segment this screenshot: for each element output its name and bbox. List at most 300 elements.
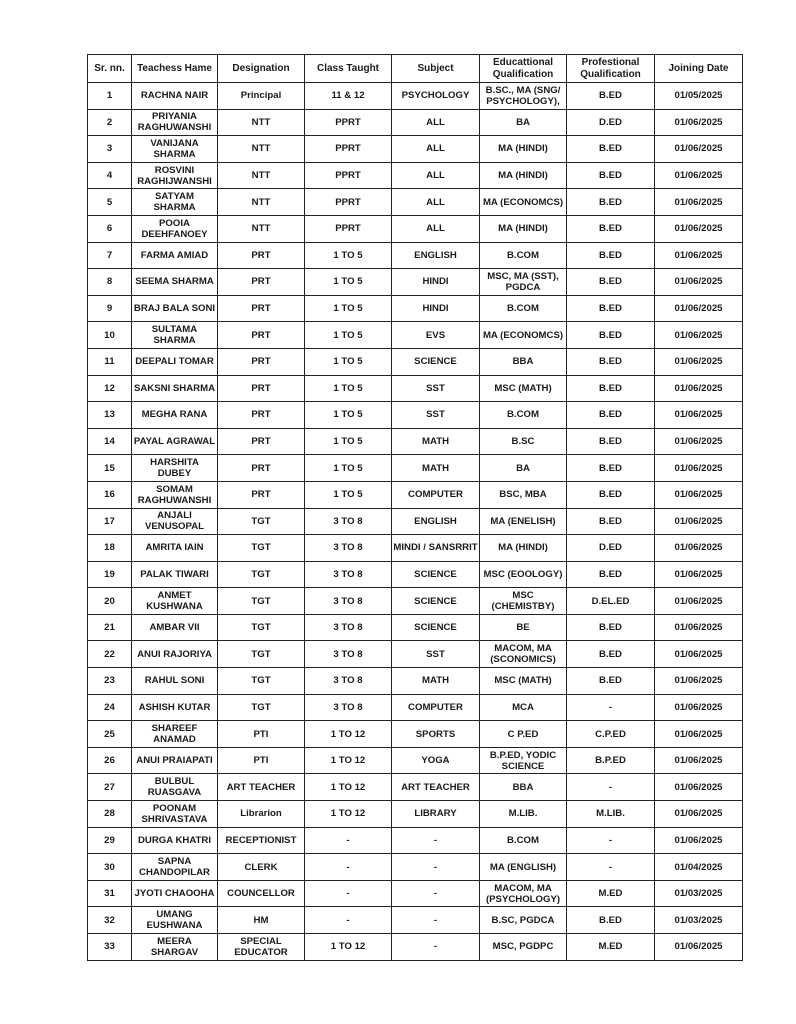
cell-joining-date: 01/06/2025: [655, 215, 743, 242]
cell-sr-no: 12: [88, 375, 132, 402]
cell-teacher-name: DEEPALI TOMAR: [132, 348, 218, 375]
cell-class-taught: 1 TO 5: [305, 375, 392, 402]
cell-educational-qualification: MA (HINDI): [480, 162, 567, 189]
cell-teacher-name: BRAJ BALA SONI: [132, 295, 218, 322]
cell-educational-qualification: B.P.ED, YODIC SCIENCE: [480, 747, 567, 774]
cell-professional-qualification: D.EL.ED: [567, 588, 655, 615]
cell-teacher-name: ASHISH KUTAR: [132, 694, 218, 721]
cell-sr-no: 14: [88, 428, 132, 455]
cell-class-taught: 1 TO 5: [305, 295, 392, 322]
cell-professional-qualification: B.ED: [567, 375, 655, 402]
cell-professional-qualification: B.ED: [567, 641, 655, 668]
cell-subject: SCIENCE: [392, 561, 480, 588]
cell-class-taught: 1 TO 5: [305, 455, 392, 482]
cell-educational-qualification: MSC (MATH): [480, 375, 567, 402]
cell-joining-date: 01/06/2025: [655, 694, 743, 721]
cell-teacher-name: SHAREEF ANAMAD: [132, 721, 218, 748]
cell-educational-qualification: BSC, MBA: [480, 481, 567, 508]
cell-class-taught: 11 & 12: [305, 83, 392, 110]
cell-class-taught: 3 TO 8: [305, 588, 392, 615]
table-row: [88, 269, 743, 296]
cell-subject: ENGLISH: [392, 242, 480, 269]
cell-subject: MATH: [392, 428, 480, 455]
cell-joining-date: 01/06/2025: [655, 322, 743, 349]
cell-professional-qualification: M.ED: [567, 880, 655, 907]
cell-subject: ALL: [392, 109, 480, 136]
table-row: [88, 721, 743, 748]
cell-educational-qualification: B.COM: [480, 295, 567, 322]
cell-teacher-name: SULTAMA SHARMA: [132, 322, 218, 349]
cell-teacher-name: AMBAR VII: [132, 614, 218, 641]
cell-subject: ALL: [392, 189, 480, 216]
cell-subject: LIBRARY: [392, 801, 480, 828]
cell-joining-date: 01/03/2025: [655, 907, 743, 934]
cell-educational-qualification: MCA: [480, 694, 567, 721]
cell-teacher-name: POONAM SHRIVASTAVA: [132, 801, 218, 828]
cell-subject: ENGLISH: [392, 508, 480, 535]
table-row: [88, 242, 743, 269]
cell-professional-qualification: B.ED: [567, 455, 655, 482]
cell-teacher-name: BULBUL RUASGAVA: [132, 774, 218, 801]
cell-sr-no: 11: [88, 348, 132, 375]
cell-joining-date: 01/06/2025: [655, 721, 743, 748]
cell-designation: HM: [218, 907, 305, 934]
cell-subject: HINDI: [392, 295, 480, 322]
cell-joining-date: 01/06/2025: [655, 242, 743, 269]
cell-joining-date: 01/06/2025: [655, 189, 743, 216]
cell-designation: Principal: [218, 83, 305, 110]
cell-professional-qualification: B.ED: [567, 162, 655, 189]
table-row: [88, 880, 743, 907]
cell-joining-date: 01/06/2025: [655, 428, 743, 455]
cell-sr-no: 25: [88, 721, 132, 748]
column-header-professional-qualification: Profestional Qualification: [567, 55, 655, 83]
cell-class-taught: 1 TO 5: [305, 402, 392, 429]
table-row: [88, 455, 743, 482]
cell-teacher-name: UMANG EUSHWANA: [132, 907, 218, 934]
cell-sr-no: 18: [88, 535, 132, 562]
cell-class-taught: PPRT: [305, 136, 392, 163]
column-header-educational-qualification: Educattional Qualification: [480, 55, 567, 83]
cell-subject: -: [392, 934, 480, 961]
cell-professional-qualification: -: [567, 827, 655, 854]
cell-designation: PRT: [218, 402, 305, 429]
cell-joining-date: 01/06/2025: [655, 269, 743, 296]
cell-teacher-name: DURGA KHATRI: [132, 827, 218, 854]
cell-professional-qualification: B.ED: [567, 668, 655, 695]
column-header-class-taught: Class Taught: [305, 55, 392, 83]
cell-joining-date: 01/06/2025: [655, 614, 743, 641]
cell-subject: SCIENCE: [392, 614, 480, 641]
cell-educational-qualification: MA (HINDI): [480, 215, 567, 242]
cell-professional-qualification: B.ED: [567, 322, 655, 349]
cell-class-taught: -: [305, 827, 392, 854]
cell-teacher-name: ANUI RAJORIYA: [132, 641, 218, 668]
cell-professional-qualification: B.ED: [567, 428, 655, 455]
cell-subject: -: [392, 880, 480, 907]
cell-subject: ALL: [392, 136, 480, 163]
cell-teacher-name: RAHUL SONI: [132, 668, 218, 695]
cell-professional-qualification: M.ED: [567, 934, 655, 961]
cell-teacher-name: SATYAM SHARMA: [132, 189, 218, 216]
cell-educational-qualification: MACOM, MA (PSYCHOLOGY): [480, 880, 567, 907]
cell-designation: NTT: [218, 162, 305, 189]
cell-designation: PRT: [218, 428, 305, 455]
table-row: [88, 375, 743, 402]
table-row: [88, 934, 743, 961]
table-row: [88, 854, 743, 881]
cell-educational-qualification: MA (HINDI): [480, 535, 567, 562]
cell-sr-no: 13: [88, 402, 132, 429]
cell-class-taught: 1 TO 12: [305, 747, 392, 774]
cell-educational-qualification: C P.ED: [480, 721, 567, 748]
column-header-teacher-name: Teachess Hame: [132, 55, 218, 83]
cell-educational-qualification: BBA: [480, 348, 567, 375]
cell-educational-qualification: B.COM: [480, 827, 567, 854]
cell-sr-no: 20: [88, 588, 132, 615]
cell-sr-no: 8: [88, 269, 132, 296]
cell-class-taught: 1 TO 12: [305, 934, 392, 961]
cell-subject: PSYCHOLOGY: [392, 83, 480, 110]
cell-sr-no: 9: [88, 295, 132, 322]
cell-designation: ART TEACHER: [218, 774, 305, 801]
cell-sr-no: 28: [88, 801, 132, 828]
cell-class-taught: 3 TO 8: [305, 668, 392, 695]
cell-joining-date: 01/06/2025: [655, 801, 743, 828]
cell-subject: ALL: [392, 215, 480, 242]
cell-sr-no: 10: [88, 322, 132, 349]
cell-teacher-name: PRIYANIA RAGHUWANSHI: [132, 109, 218, 136]
cell-teacher-name: SAPNA CHANDOPILAR: [132, 854, 218, 881]
cell-educational-qualification: MSC (MATH): [480, 668, 567, 695]
cell-professional-qualification: B.ED: [567, 242, 655, 269]
cell-educational-qualification: B.SC, PGDCA: [480, 907, 567, 934]
cell-teacher-name: MEGHA RANA: [132, 402, 218, 429]
cell-professional-qualification: B.ED: [567, 83, 655, 110]
cell-joining-date: 01/06/2025: [655, 375, 743, 402]
cell-class-taught: 1 TO 5: [305, 242, 392, 269]
cell-designation: COUNCELLOR: [218, 880, 305, 907]
cell-joining-date: 01/06/2025: [655, 136, 743, 163]
cell-joining-date: 01/06/2025: [655, 774, 743, 801]
cell-educational-qualification: MA (ENGLISH): [480, 854, 567, 881]
cell-sr-no: 21: [88, 614, 132, 641]
cell-subject: MINDI / SANSRRIT: [392, 535, 480, 562]
cell-joining-date: 01/04/2025: [655, 854, 743, 881]
cell-subject: -: [392, 907, 480, 934]
cell-joining-date: 01/06/2025: [655, 481, 743, 508]
cell-class-taught: 1 TO 5: [305, 481, 392, 508]
cell-designation: TGT: [218, 588, 305, 615]
cell-subject: YOGA: [392, 747, 480, 774]
cell-joining-date: 01/03/2025: [655, 880, 743, 907]
cell-designation: PRT: [218, 348, 305, 375]
cell-designation: NTT: [218, 215, 305, 242]
cell-designation: PRT: [218, 455, 305, 482]
cell-professional-qualification: B.ED: [567, 402, 655, 429]
table-row: [88, 83, 743, 110]
cell-joining-date: 01/06/2025: [655, 588, 743, 615]
table-row: [88, 295, 743, 322]
cell-class-taught: 3 TO 8: [305, 614, 392, 641]
table-row: [88, 402, 743, 429]
cell-designation: Librarion: [218, 801, 305, 828]
cell-class-taught: 1 TO 12: [305, 801, 392, 828]
cell-teacher-name: PALAK TIWARI: [132, 561, 218, 588]
cell-professional-qualification: D.ED: [567, 109, 655, 136]
table-row: [88, 348, 743, 375]
cell-professional-qualification: B.ED: [567, 189, 655, 216]
cell-subject: SPORTS: [392, 721, 480, 748]
cell-professional-qualification: B.ED: [567, 481, 655, 508]
table-row: [88, 801, 743, 828]
cell-class-taught: 1 TO 12: [305, 721, 392, 748]
cell-professional-qualification: B.P.ED: [567, 747, 655, 774]
cell-class-taught: 3 TO 8: [305, 561, 392, 588]
cell-designation: PRT: [218, 375, 305, 402]
cell-professional-qualification: B.ED: [567, 614, 655, 641]
cell-sr-no: 5: [88, 189, 132, 216]
cell-sr-no: 30: [88, 854, 132, 881]
table-row: [88, 136, 743, 163]
cell-teacher-name: JYOTI CHAOOHA: [132, 880, 218, 907]
cell-subject: SST: [392, 402, 480, 429]
cell-educational-qualification: MSC, MA (SST), PGDCA: [480, 269, 567, 296]
cell-professional-qualification: -: [567, 774, 655, 801]
cell-professional-qualification: M.LIB.: [567, 801, 655, 828]
cell-subject: ALL: [392, 162, 480, 189]
cell-subject: SCIENCE: [392, 588, 480, 615]
cell-class-taught: PPRT: [305, 189, 392, 216]
cell-sr-no: 33: [88, 934, 132, 961]
table-row: [88, 162, 743, 189]
cell-designation: NTT: [218, 109, 305, 136]
cell-teacher-name: HARSHITA DUBEY: [132, 455, 218, 482]
cell-designation: PRT: [218, 295, 305, 322]
cell-class-taught: 1 TO 5: [305, 348, 392, 375]
cell-professional-qualification: B.ED: [567, 215, 655, 242]
cell-educational-qualification: BE: [480, 614, 567, 641]
cell-class-taught: 1 TO 12: [305, 774, 392, 801]
cell-class-taught: 1 TO 5: [305, 322, 392, 349]
cell-subject: MATH: [392, 668, 480, 695]
cell-joining-date: 01/06/2025: [655, 535, 743, 562]
staff-table: [87, 54, 743, 961]
cell-teacher-name: ANUI PRAIAPATI: [132, 747, 218, 774]
cell-sr-no: 16: [88, 481, 132, 508]
table-row: [88, 109, 743, 136]
table-row: [88, 694, 743, 721]
cell-sr-no: 31: [88, 880, 132, 907]
cell-designation: PRT: [218, 481, 305, 508]
cell-joining-date: 01/06/2025: [655, 455, 743, 482]
cell-designation: TGT: [218, 614, 305, 641]
cell-designation: PTI: [218, 721, 305, 748]
cell-educational-qualification: B.SC: [480, 428, 567, 455]
cell-professional-qualification: B.ED: [567, 561, 655, 588]
cell-designation: TGT: [218, 561, 305, 588]
cell-sr-no: 17: [88, 508, 132, 535]
cell-class-taught: PPRT: [305, 215, 392, 242]
cell-designation: TGT: [218, 694, 305, 721]
cell-joining-date: 01/06/2025: [655, 348, 743, 375]
cell-teacher-name: VANIJANA SHARMA: [132, 136, 218, 163]
cell-designation: RECEPTIONIST: [218, 827, 305, 854]
table-row: [88, 561, 743, 588]
cell-educational-qualification: B.COM: [480, 242, 567, 269]
table-row: [88, 614, 743, 641]
cell-class-taught: 3 TO 8: [305, 535, 392, 562]
cell-joining-date: 01/06/2025: [655, 109, 743, 136]
cell-class-taught: -: [305, 880, 392, 907]
cell-sr-no: 7: [88, 242, 132, 269]
cell-educational-qualification: BA: [480, 109, 567, 136]
table-row: [88, 189, 743, 216]
cell-class-taught: 3 TO 8: [305, 694, 392, 721]
cell-teacher-name: SEEMA SHARMA: [132, 269, 218, 296]
column-header-designation: Designation: [218, 55, 305, 83]
cell-professional-qualification: -: [567, 854, 655, 881]
column-header-subject: Subject: [392, 55, 480, 83]
table-body: [88, 83, 743, 961]
cell-joining-date: 01/06/2025: [655, 402, 743, 429]
cell-designation: NTT: [218, 136, 305, 163]
cell-teacher-name: SAKSNI SHARMA: [132, 375, 218, 402]
cell-class-taught: PPRT: [305, 162, 392, 189]
cell-educational-qualification: M.LIB.: [480, 801, 567, 828]
cell-designation: PRT: [218, 242, 305, 269]
cell-teacher-name: MEERA SHARGAV: [132, 934, 218, 961]
cell-sr-no: 2: [88, 109, 132, 136]
cell-educational-qualification: MA (ECONOMCS): [480, 189, 567, 216]
cell-sr-no: 32: [88, 907, 132, 934]
cell-educational-qualification: MSC (CHEMISTBY): [480, 588, 567, 615]
cell-subject: SCIENCE: [392, 348, 480, 375]
cell-teacher-name: ROSVINI RAGHIJWANSHI: [132, 162, 218, 189]
cell-sr-no: 19: [88, 561, 132, 588]
cell-professional-qualification: -: [567, 694, 655, 721]
cell-class-taught: PPRT: [305, 109, 392, 136]
cell-teacher-name: ANMET KUSHWANA: [132, 588, 218, 615]
cell-designation: TGT: [218, 508, 305, 535]
cell-class-taught: 1 TO 5: [305, 269, 392, 296]
column-header-joining-date: Joining Date: [655, 55, 743, 83]
cell-class-taught: 1 TO 5: [305, 428, 392, 455]
cell-designation: TGT: [218, 668, 305, 695]
cell-teacher-name: RACHNA NAIR: [132, 83, 218, 110]
cell-subject: COMPUTER: [392, 694, 480, 721]
cell-educational-qualification: MA (HINDI): [480, 136, 567, 163]
cell-subject: EVS: [392, 322, 480, 349]
cell-educational-qualification: BBA: [480, 774, 567, 801]
table-row: [88, 322, 743, 349]
cell-designation: SPECIAL EDUCATOR: [218, 934, 305, 961]
cell-sr-no: 23: [88, 668, 132, 695]
cell-sr-no: 22: [88, 641, 132, 668]
cell-joining-date: 01/06/2025: [655, 508, 743, 535]
table-row: [88, 907, 743, 934]
table-header-row: [88, 55, 743, 83]
cell-educational-qualification: MA (ECONOMCS): [480, 322, 567, 349]
cell-professional-qualification: D.ED: [567, 535, 655, 562]
cell-sr-no: 3: [88, 136, 132, 163]
cell-joining-date: 01/06/2025: [655, 747, 743, 774]
column-header-sr-no: Sr. nn.: [88, 55, 132, 83]
cell-teacher-name: PAYAL AGRAWAL: [132, 428, 218, 455]
table-row: [88, 747, 743, 774]
cell-professional-qualification: B.ED: [567, 508, 655, 535]
cell-educational-qualification: B.SC., MA (SNG/ PSYCHOLOGY),: [480, 83, 567, 110]
table-row: [88, 641, 743, 668]
cell-designation: CLERK: [218, 854, 305, 881]
cell-joining-date: 01/06/2025: [655, 641, 743, 668]
cell-subject: SST: [392, 641, 480, 668]
table-row: [88, 588, 743, 615]
cell-class-taught: -: [305, 907, 392, 934]
table-row: [88, 774, 743, 801]
cell-designation: PRT: [218, 322, 305, 349]
cell-professional-qualification: C.P.ED: [567, 721, 655, 748]
cell-sr-no: 6: [88, 215, 132, 242]
cell-teacher-name: ANJALI VENUSOPAL: [132, 508, 218, 535]
cell-sr-no: 4: [88, 162, 132, 189]
cell-professional-qualification: B.ED: [567, 348, 655, 375]
cell-educational-qualification: BA: [480, 455, 567, 482]
cell-subject: SST: [392, 375, 480, 402]
cell-educational-qualification: MACOM, MA (SCONOMICS): [480, 641, 567, 668]
cell-sr-no: 24: [88, 694, 132, 721]
cell-joining-date: 01/05/2025: [655, 83, 743, 110]
cell-teacher-name: SOMAM RAGHUWANSHI: [132, 481, 218, 508]
cell-designation: PTI: [218, 747, 305, 774]
cell-subject: MATH: [392, 455, 480, 482]
table-row: [88, 535, 743, 562]
cell-teacher-name: FARMA AMIAD: [132, 242, 218, 269]
cell-joining-date: 01/06/2025: [655, 561, 743, 588]
cell-joining-date: 01/06/2025: [655, 295, 743, 322]
table-row: [88, 481, 743, 508]
cell-subject: -: [392, 854, 480, 881]
table-row: [88, 508, 743, 535]
cell-teacher-name: POOIA DEEHFANOEY: [132, 215, 218, 242]
cell-joining-date: 01/06/2025: [655, 668, 743, 695]
cell-professional-qualification: B.ED: [567, 136, 655, 163]
cell-joining-date: 01/06/2025: [655, 827, 743, 854]
cell-sr-no: 29: [88, 827, 132, 854]
cell-sr-no: 26: [88, 747, 132, 774]
cell-class-taught: 3 TO 8: [305, 641, 392, 668]
cell-professional-qualification: B.ED: [567, 269, 655, 296]
cell-designation: PRT: [218, 269, 305, 296]
cell-joining-date: 01/06/2025: [655, 162, 743, 189]
table-row: [88, 668, 743, 695]
cell-teacher-name: AMRITA IAIN: [132, 535, 218, 562]
cell-sr-no: 15: [88, 455, 132, 482]
table-row: [88, 215, 743, 242]
table-row: [88, 827, 743, 854]
cell-sr-no: 27: [88, 774, 132, 801]
cell-professional-qualification: B.ED: [567, 295, 655, 322]
cell-class-taught: -: [305, 854, 392, 881]
cell-subject: ART TEACHER: [392, 774, 480, 801]
cell-class-taught: 3 TO 8: [305, 508, 392, 535]
cell-designation: TGT: [218, 535, 305, 562]
cell-educational-qualification: MSC (EOOLOGY): [480, 561, 567, 588]
cell-educational-qualification: B.COM: [480, 402, 567, 429]
cell-designation: NTT: [218, 189, 305, 216]
cell-subject: -: [392, 827, 480, 854]
cell-joining-date: 01/06/2025: [655, 934, 743, 961]
